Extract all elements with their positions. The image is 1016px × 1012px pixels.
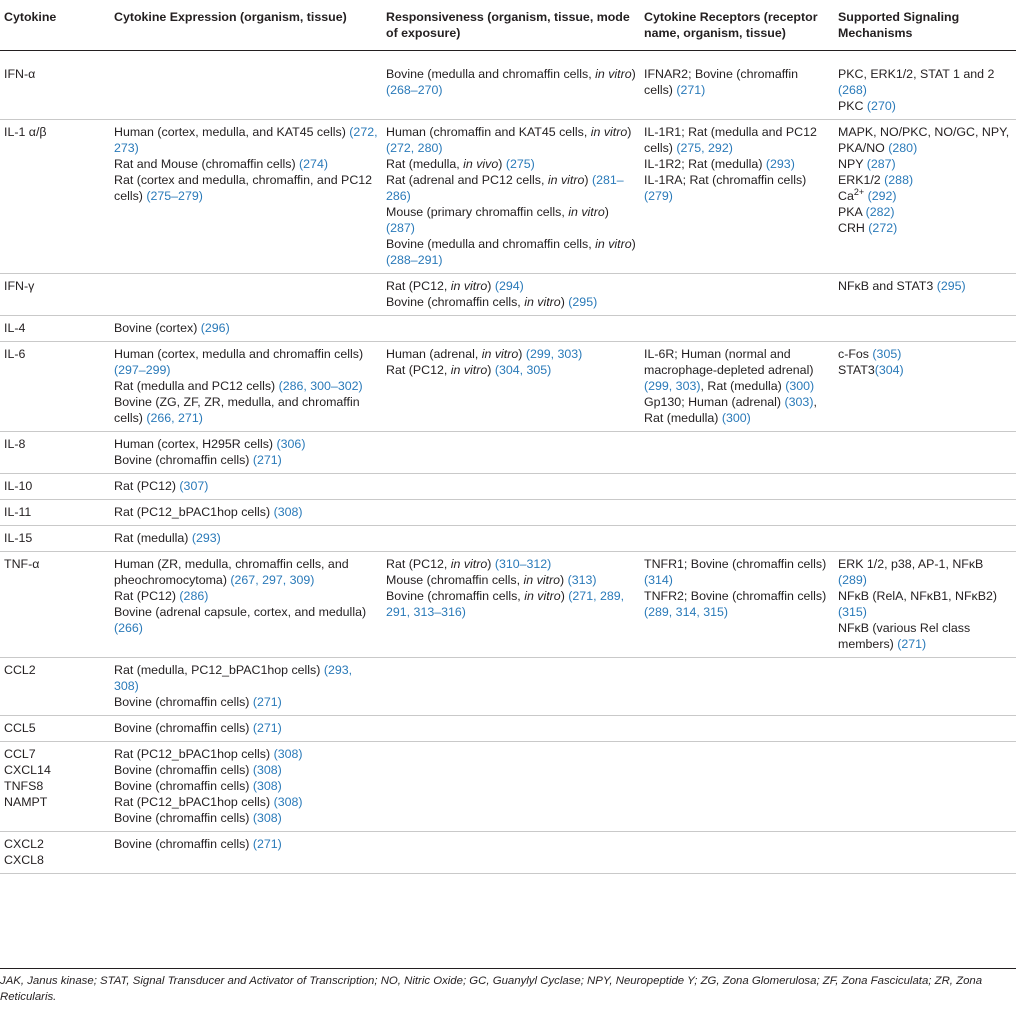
cytokine-cell [0, 120, 110, 274]
cell-line: Rat (medulla and PC12 cells) (286, 300–302) [114, 379, 363, 393]
cell-line: Human (adrenal, in vitro) (299, 303) [386, 347, 583, 361]
reference-link[interactable]: (293) [191, 531, 221, 545]
reference-link[interactable]: (308) [273, 747, 303, 761]
cell-line: NFκB (RelA, NFκB1, NFκB2) (315) [838, 589, 998, 619]
cell-line: PKA (282) [838, 205, 895, 219]
receptors-cell [640, 474, 834, 500]
reference-link[interactable]: (310–312) [494, 557, 552, 571]
cell-line: Rat (PC12) (286) [114, 589, 209, 603]
cytokine-cell [0, 432, 110, 474]
cell-line: $Ca^{2+}$ (292) [838, 186, 897, 203]
reference-link[interactable]: (286) [179, 589, 209, 603]
reference-link[interactable]: (282) [865, 205, 895, 219]
signaling-cell [834, 51, 1016, 120]
cytokine-name: CXCL2 [4, 837, 44, 851]
cell-line: Bovine (medulla and chromaffin cells, in vitro) (268–270) [386, 67, 636, 97]
cell-line: Human (chromaffin and KAT45 cells, in vitro) (272, 280) [386, 125, 632, 155]
cell-line: ERK1/2 (288) [838, 173, 914, 187]
cytokine-cell [0, 526, 110, 552]
reference-link[interactable]: (289, 314, 315) [644, 605, 729, 619]
receptors-cell [640, 832, 834, 874]
reference-link[interactable]: (287) [386, 221, 415, 235]
cell-line: Rat (PC12, in vitro) (304, 305) [386, 363, 552, 377]
reference-link[interactable]: (289) [838, 573, 867, 587]
cytokine-name: CXCL14 [4, 763, 51, 777]
reference-link[interactable]: (306) [276, 437, 306, 451]
cell-line: Rat (PC12_bPAC1hop cells) (308) [114, 505, 303, 519]
cell-line: Bovine (adrenal capsule, cortex, and medulla) (266) [114, 605, 367, 635]
cytokine-cell [0, 716, 110, 742]
responsiveness-cell [382, 316, 640, 342]
header-row [0, 0, 1016, 51]
cell-line: Human (ZR, medulla, chromaffin cells, and pheochromocytoma) (267, 297, 309) [114, 557, 349, 587]
reference-link[interactable]: (300) [785, 379, 815, 393]
reference-link[interactable]: (271) [252, 721, 282, 735]
signaling-cell [834, 432, 1016, 474]
signaling-cell [834, 120, 1016, 274]
cell-line: Bovine (chromaffin cells, in vitro) (295) [386, 295, 598, 309]
signaling-cell [834, 316, 1016, 342]
cell-line: Mouse (chromaffin cells, in vitro) (313) [386, 573, 597, 587]
cell-line: c-Fos (305) [838, 347, 902, 361]
header-expression: Cytokine Expression (organism, tissue) [114, 10, 347, 24]
cell-line: Rat (PC12_bPAC1hop cells) (308) [114, 747, 303, 761]
responsiveness-cell [382, 51, 640, 120]
reference-link[interactable]: (286, 300–302) [278, 379, 363, 393]
table-row [0, 274, 1016, 316]
expression-cell [110, 342, 382, 432]
expression-cell [110, 552, 382, 658]
reference-link[interactable]: (299, 303) [644, 379, 701, 393]
expression-cell [110, 474, 382, 500]
italic-term: in vitro [524, 589, 561, 603]
responsiveness-cell [382, 342, 640, 432]
cell-line: TNFR1; Bovine (chromaffin cells) (314) [644, 557, 827, 587]
cytokine-name: NAMPT [4, 795, 48, 809]
reference-link[interactable]: (308) [252, 763, 282, 777]
cell-line: Bovine (chromaffin cells, in vitro) (271, 289, 291, 313–316) [386, 589, 625, 619]
expression-cell [110, 51, 382, 120]
cell-line: Rat (cortex and medulla, chromaffin, and PC12 cells) (275–279) [114, 173, 373, 203]
cell-line: Human (cortex, H295R cells) (306) [114, 437, 306, 451]
italic-term: in vitro [450, 279, 488, 293]
responsiveness-cell [382, 526, 640, 552]
table-footnote: JAK, Janus kinase; STAT, Signal Transducer and Activator of Transcription; NO, Nitric Oxide; GC, Guanylyl Cyclase; NPY, Neuropeptide Y; ZG, Zona Glomerulosa; ZF, Zona Fasciculata; ZR, Zona Reticularis. [0, 968, 1016, 1005]
table-row [0, 832, 1016, 874]
cytokine-cell [0, 658, 110, 716]
responsiveness-cell [382, 658, 640, 716]
receptors-cell [640, 120, 834, 274]
receptors-cell [640, 500, 834, 526]
reference-link[interactable]: (266) [114, 621, 143, 635]
receptors-cell [640, 658, 834, 716]
table-body [0, 51, 1016, 874]
header-signaling: Supported Signaling Mechanisms [838, 10, 960, 40]
expression-cell [110, 658, 382, 716]
table-row [0, 552, 1016, 658]
responsiveness-cell [382, 120, 640, 274]
italic-term: in vitro [590, 125, 628, 139]
italic-term: in vitro [595, 237, 632, 251]
reference-link[interactable]: (272) [868, 221, 898, 235]
responsiveness-cell [382, 432, 640, 474]
cytokine-name: IL-8 [4, 437, 26, 451]
reference-link[interactable]: (288) [884, 173, 914, 187]
expression-cell [110, 120, 382, 274]
italic-term: in vitro [450, 363, 488, 377]
reference-link[interactable]: (271, 289, 291, 313–316) [386, 589, 625, 619]
cytokine-name: IL-1 α/β [4, 125, 47, 139]
cytokine-cell [0, 552, 110, 658]
cell-line: NPY (287) [838, 157, 896, 171]
reference-link[interactable]: (307) [179, 479, 209, 493]
reference-link[interactable]: (271) [676, 83, 706, 97]
signaling-cell [834, 274, 1016, 316]
reference-link[interactable]: (308) [252, 779, 282, 793]
cell-line: Human (cortex, medulla and chromaffin cells) (297–299) [114, 347, 364, 377]
cell-line: Rat (PC12, in vitro) (310–312) [386, 557, 552, 571]
reference-link[interactable]: (295) [568, 295, 598, 309]
cell-line: IL-1RA; Rat (chromaffin cells) (279) [644, 173, 807, 203]
cell-line: Bovine (chromaffin cells) (271) [114, 721, 282, 735]
cell-line: Bovine (chromaffin cells) (308) [114, 763, 282, 777]
reference-link[interactable]: (275, 292) [676, 141, 733, 155]
signaling-cell [834, 500, 1016, 526]
responsiveness-cell [382, 832, 640, 874]
table-row [0, 316, 1016, 342]
reference-link[interactable]: (314) [644, 573, 673, 587]
cell-line: Bovine (medulla and chromaffin cells, in vitro) (288–291) [386, 237, 636, 267]
cell-line: NFκB (various Rel class members) (271) [838, 621, 971, 651]
expression-cell [110, 716, 382, 742]
reference-link[interactable]: (275–279) [146, 189, 203, 203]
table-row [0, 474, 1016, 500]
reference-link[interactable]: (268) [838, 83, 867, 97]
cell-line: STAT3(304) [838, 363, 904, 377]
cell-line: Rat (adrenal and PC12 cells, in vitro) (281–286) [386, 173, 624, 203]
cytokine-cell [0, 274, 110, 316]
italic-term: in vitro [568, 205, 605, 219]
reference-link[interactable]: (304) [874, 363, 904, 377]
cytokine-cell [0, 742, 110, 832]
cell-line: IL-1R2; Rat (medulla) (293) [644, 157, 795, 171]
receptors-cell [640, 716, 834, 742]
cell-line: PKC (270) [838, 99, 896, 113]
signaling-cell [834, 716, 1016, 742]
reference-link[interactable]: (304, 305) [494, 363, 552, 377]
cell-line: CRH (272) [838, 221, 898, 235]
cytokine-name: TNF-α [4, 557, 40, 571]
reference-link[interactable]: (271) [252, 837, 282, 851]
reference-link[interactable]: (270) [866, 99, 896, 113]
cell-line: Bovine (chromaffin cells) (271) [114, 837, 282, 851]
expression-cell [110, 742, 382, 832]
expression-cell [110, 526, 382, 552]
cell-line: Bovine (chromaffin cells) (308) [114, 811, 282, 825]
cytokine-cell [0, 316, 110, 342]
table-row [0, 51, 1016, 120]
reference-link[interactable]: (279) [644, 189, 673, 203]
receptors-cell [640, 432, 834, 474]
reference-link[interactable]: (272, 280) [386, 141, 443, 155]
header-cytokine: Cytokine [4, 10, 57, 24]
receptors-cell [640, 342, 834, 432]
header-responsiveness: Responsiveness (organism, tissue, mode of exposure) [386, 10, 630, 40]
cell-line: Mouse (primary chromaffin cells, in vitro) (287) [386, 205, 609, 235]
reference-link[interactable]: (299, 303) [525, 347, 583, 361]
cell-line: Human (cortex, medulla, and KAT45 cells) (272, 273) [114, 125, 378, 155]
reference-link[interactable]: (313) [567, 573, 597, 587]
table-row [0, 500, 1016, 526]
cell-line: Bovine (chromaffin cells) (271) [114, 695, 282, 709]
expression-cell [110, 316, 382, 342]
cell-line: Gp130; Human (adrenal) (303), Rat (medulla) (300) [644, 395, 817, 425]
reference-link[interactable]: (281–286) [386, 173, 624, 203]
signaling-cell [834, 526, 1016, 552]
cell-line: Rat (PC12) (307) [114, 479, 209, 493]
cell-line: IL-6R; Human (normal and macrophage-depleted adrenal) (299, 303), Rat (medulla) (300) [644, 347, 815, 393]
cytokine-name: TNFS8 [4, 779, 44, 793]
table-row [0, 658, 1016, 716]
cytokine-cell [0, 832, 110, 874]
reference-link[interactable]: (280) [888, 141, 918, 155]
reference-link[interactable]: (297–299) [114, 363, 171, 377]
reference-link[interactable]: (303) [784, 395, 814, 409]
reference-link[interactable]: (272, 273) [114, 125, 378, 155]
reference-link[interactable]: (287) [866, 157, 896, 171]
reference-link[interactable]: (308) [252, 811, 282, 825]
cell-line: TNFR2; Bovine (chromaffin cells) (289, 314, 315) [644, 589, 827, 619]
italic-term: in vitro [524, 295, 561, 309]
receptors-cell [640, 274, 834, 316]
expression-cell [110, 432, 382, 474]
table-row [0, 432, 1016, 474]
cytokine-cell [0, 342, 110, 432]
reference-link[interactable]: (315) [838, 605, 867, 619]
reference-link[interactable]: (296) [200, 321, 230, 335]
signaling-cell [834, 832, 1016, 874]
cytokine-name: CXCL8 [4, 853, 44, 867]
responsiveness-cell [382, 500, 640, 526]
responsiveness-cell [382, 742, 640, 832]
expression-cell [110, 832, 382, 874]
cytokine-name: IL-4 [4, 321, 26, 335]
responsiveness-cell [382, 274, 640, 316]
cytokine-name: IL-15 [4, 531, 33, 545]
receptors-cell [640, 316, 834, 342]
cell-line: Bovine (ZG, ZF, ZR, medulla, and chromaffin cells) (266, 271) [114, 395, 360, 425]
reference-link[interactable]: (271) [252, 695, 282, 709]
cell-line: Rat (medulla) (293) [114, 531, 221, 545]
italic-term: in vitro [547, 173, 585, 187]
reference-link[interactable]: (308) [273, 505, 303, 519]
reference-link[interactable]: (275) [505, 157, 535, 171]
table-header [0, 0, 1016, 51]
cytokine-cell [0, 51, 110, 120]
italic-term: in vitro [481, 347, 519, 361]
cytokine-name: IFN-γ [4, 279, 35, 293]
cytokine-cell [0, 500, 110, 526]
signaling-cell [834, 658, 1016, 716]
cytokine-name: IL-10 [4, 479, 33, 493]
cytokine-name: CCL5 [4, 721, 36, 735]
reference-link[interactable]: (292) [867, 189, 897, 203]
italic-term: in vitro [595, 67, 632, 81]
reference-link[interactable]: (271) [897, 637, 927, 651]
cell-line: Rat and Mouse (chromaffin cells) (274) [114, 157, 328, 171]
cell-line: Rat (PC12_bPAC1hop cells) (308) [114, 795, 303, 809]
italic-term: in vivo [463, 157, 499, 171]
superscript: 2+ [853, 186, 865, 197]
expression-cell [110, 274, 382, 316]
italic-term: in vitro [523, 573, 560, 587]
receptors-cell [640, 526, 834, 552]
receptors-cell [640, 742, 834, 832]
table-row [0, 342, 1016, 432]
cell-line: MAPK, NO/PKC, NO/GC, NPY, PKA/NO (280) [838, 125, 1010, 155]
reference-link[interactable]: (288–291) [386, 253, 443, 267]
reference-link[interactable]: (266, 271) [146, 411, 203, 425]
signaling-cell [834, 474, 1016, 500]
responsiveness-cell [382, 716, 640, 742]
cell-line: IL-1R1; Rat (medulla and PC12 cells) (275, 292) [644, 125, 817, 155]
table-row [0, 742, 1016, 832]
reference-link[interactable]: (267, 297, 309) [230, 573, 315, 587]
receptors-cell [640, 51, 834, 120]
cytokine-cell [0, 474, 110, 500]
table-row [0, 120, 1016, 274]
receptors-cell [640, 552, 834, 658]
italic-term: in vitro [450, 557, 488, 571]
reference-link[interactable]: (294) [494, 279, 524, 293]
cytokine-name: IFN-α [4, 67, 36, 81]
signaling-cell [834, 552, 1016, 658]
cytokine-name: CCL7 [4, 747, 36, 761]
reference-link[interactable]: (271) [252, 453, 282, 467]
cell-line: Rat (medulla, in vivo) (275) [386, 157, 535, 171]
table-row [0, 526, 1016, 552]
cell-line: Bovine (chromaffin cells) (308) [114, 779, 282, 793]
expression-cell [110, 500, 382, 526]
cell-line: Rat (PC12, in vitro) (294) [386, 279, 524, 293]
reference-link[interactable]: (268–270) [386, 83, 443, 97]
header-receptors: Cytokine Receptors (receptor name, organism, tissue) [644, 10, 818, 40]
signaling-cell [834, 742, 1016, 832]
cytokine-name: IL-11 [4, 505, 32, 519]
cell-line: Rat (medulla, PC12_bPAC1hop cells) (293, 308) [114, 663, 353, 693]
cytokine-name: CCL2 [4, 663, 36, 677]
cell-line: ERK 1/2, p38, AP-1, NFκB (289) [838, 557, 984, 587]
reference-link[interactable]: (308) [273, 795, 303, 809]
cell-line: Bovine (chromaffin cells) (271) [114, 453, 282, 467]
cell-line: Bovine (cortex) (296) [114, 321, 230, 335]
responsiveness-cell [382, 474, 640, 500]
reference-link[interactable]: (293, 308) [114, 663, 353, 693]
cell-line: NFκB and STAT3 (295) [838, 279, 966, 293]
responsiveness-cell [382, 552, 640, 658]
reference-link[interactable]: (274) [299, 157, 328, 171]
table-row [0, 716, 1016, 742]
cytokine-name: IL-6 [4, 347, 26, 361]
reference-link[interactable]: (305) [872, 347, 902, 361]
reference-link[interactable]: (293) [765, 157, 795, 171]
signaling-cell [834, 342, 1016, 432]
cell-line: PKC, ERK1/2, STAT 1 and 2 (268) [838, 67, 995, 97]
cell-line: IFNAR2; Bovine (chromaffin cells) (271) [644, 67, 799, 97]
reference-link[interactable]: (300) [721, 411, 751, 425]
reference-link[interactable]: (295) [936, 279, 966, 293]
